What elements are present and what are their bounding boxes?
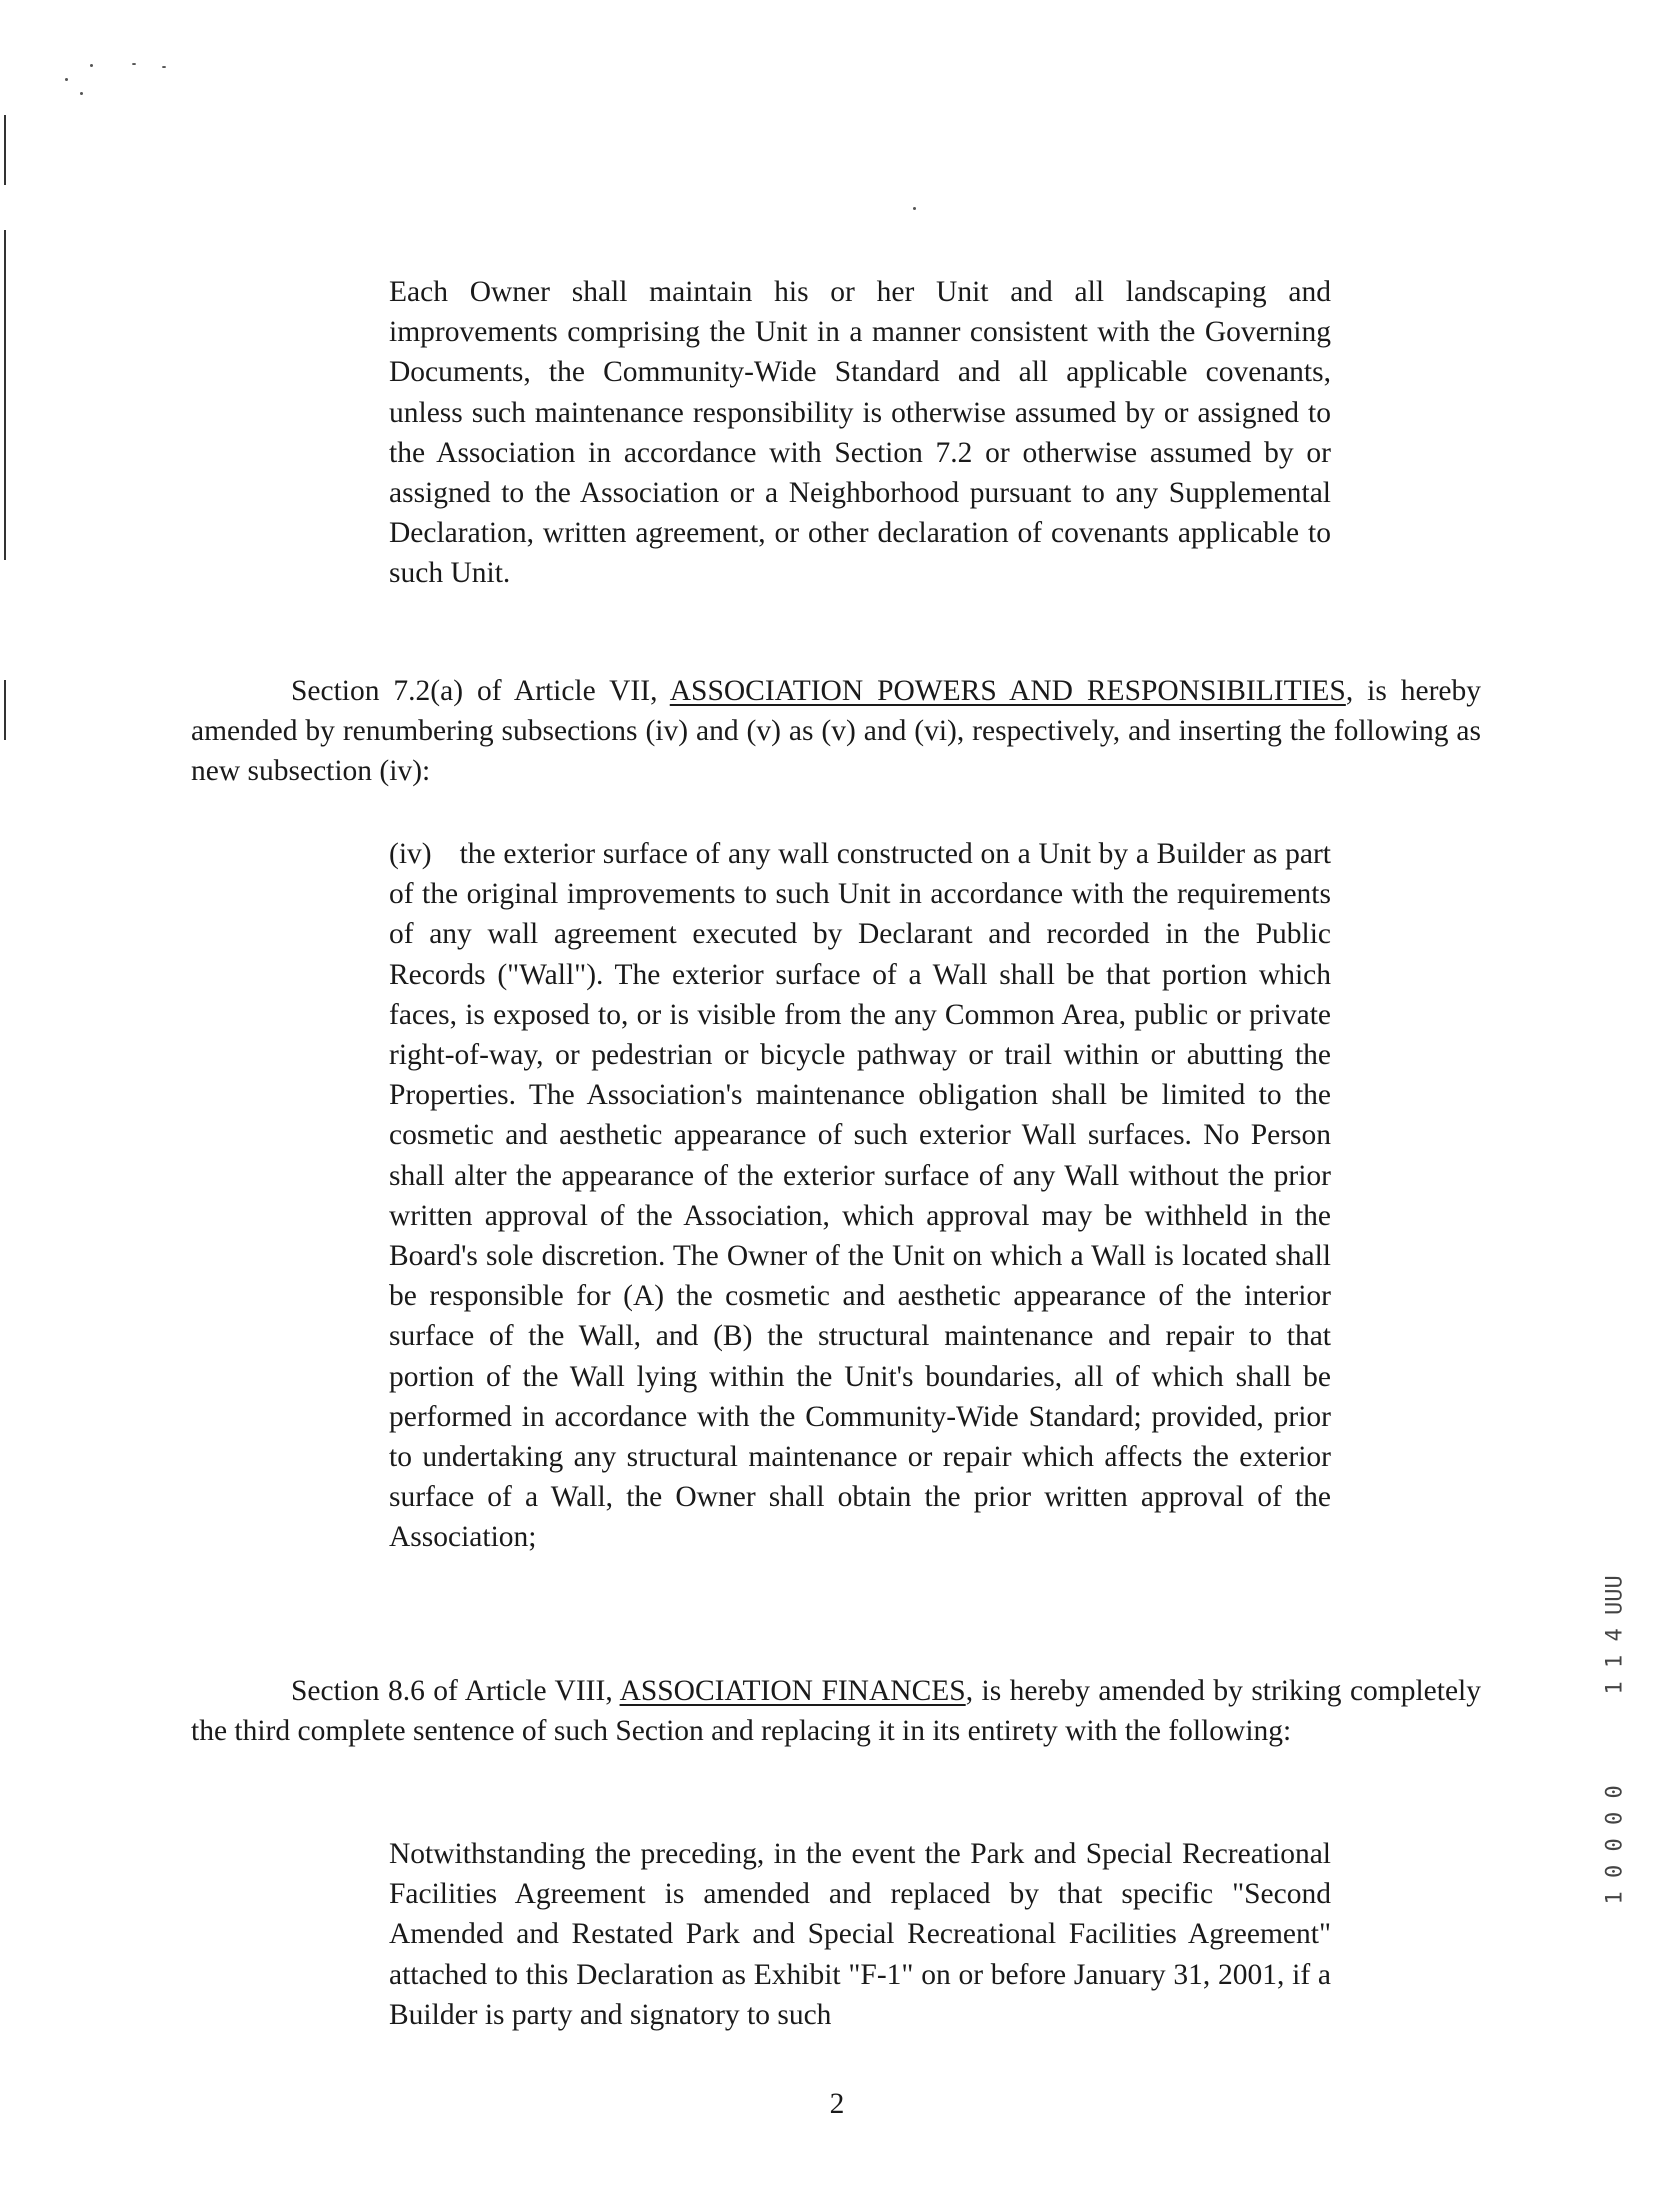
scan-speck (80, 92, 83, 95)
amendment-paragraph-section-7-2 (191, 671, 1481, 792)
amendment-text-tail: , is hereby amended by renumbering subsections (iv) and (v) as (v) and (vi), respectively, and inserting the following as new subsection (iv): (191, 675, 1482, 788)
article-title-underlined: ASSOCIATION POWERS AND RESPONSIBILITIES (669, 675, 1346, 707)
subsection-body: the exterior surface of any wall constructed on a Unit by a Builder as part of the original improvements to such Unit in accordance with the requirements of any wall agreement executed by Declarant and recorded in the Public Records ("Wall"). The exterior surface of a Wall shall be that portion which faces, is exposed to, or is visible from the any Common Area, public or private right-of-way, or pedestrian or bicycle pathway or trail within or abutting the Properties. The Association's maintenance obligation shall be limited to the cosmetic and aesthetic appearance of such exterior Wall surfaces. No Person shall alter the appearance of the exterior surface of any Wall without the prior written approval of the Association, which approval may be withheld in the Board's sole discretion. The Owner of the Unit on which a Wall is located shall be responsible for (A) the cosmetic and aesthetic appearance of the interior surface of the Wall, and (B) the structural maintenance and repair to that portion of the Wall lying within the Unit's boundaries, all of which shall be performed in accordance with the Community-Wide Standard; provided, prior to undertaking any structural maintenance or repair which affects the exterior surface of a Wall, the Owner shall obtain the prior written approval of the Association; (389, 838, 1331, 1554)
quoted-paragraph-subsection-iv (389, 834, 1331, 1558)
scan-speck (162, 66, 166, 68)
subsection-label: (iv) (389, 838, 432, 870)
recording-stamp-lower: 1 0 0 0 0 (1602, 1785, 1628, 1905)
amendment-text-tail: , is hereby amended by striking completely the third complete sentence of such Section and replacing it in its entirety with the following: (191, 1675, 1482, 1748)
amendment-text-lead: Section 7.2(a) of Article VII, (291, 675, 670, 707)
scan-speck (132, 63, 136, 65)
quoted-paragraph-notwithstanding: Notwithstanding the preceding, in the event the Park and Special Recreational Facilities Agreement is amended and replaced by that specific "Second Amended and Restated Park and Special Recreational Facilities Agreement" attached to this Declaration as Exhibit "F-1" on or before January 31, 2001, if a Builder is party and signatory to such (389, 1838, 1331, 2031)
recording-stamp (1598, 1575, 1632, 1975)
quoted-paragraph-owner-maintenance: Each Owner shall maintain his or her Unit and all landscaping and improvements comprising the Unit in a manner consistent with the Governing Documents, the Community-Wide Standard and all applicable covenants, unless such maintenance responsibility is otherwise assumed by or assigned to the Association in accordance with Section 7.2 or otherwise assumed by or assigned to the Association or a Neighborhood pursuant to any Supplemental Declaration, written agreement, or other declaration of covenants applicable to such Unit. (389, 276, 1331, 590)
scan-speck (65, 78, 68, 81)
amendment-text-lead: Section 8.6 of Article VIII, (291, 1675, 620, 1707)
amendment-paragraph-section-8-6 (191, 1671, 1481, 1751)
scan-speck (913, 207, 916, 210)
article-title-underlined: ASSOCIATION FINANCES (619, 1675, 966, 1707)
scan-edge-mark (4, 680, 6, 740)
scan-edge-mark (4, 230, 6, 560)
scan-speck (90, 64, 93, 67)
scan-edge-mark (4, 115, 6, 185)
page-number: 2 (829, 2088, 845, 2120)
recording-stamp-upper: 1 1 4 UUU (1602, 1575, 1628, 1695)
